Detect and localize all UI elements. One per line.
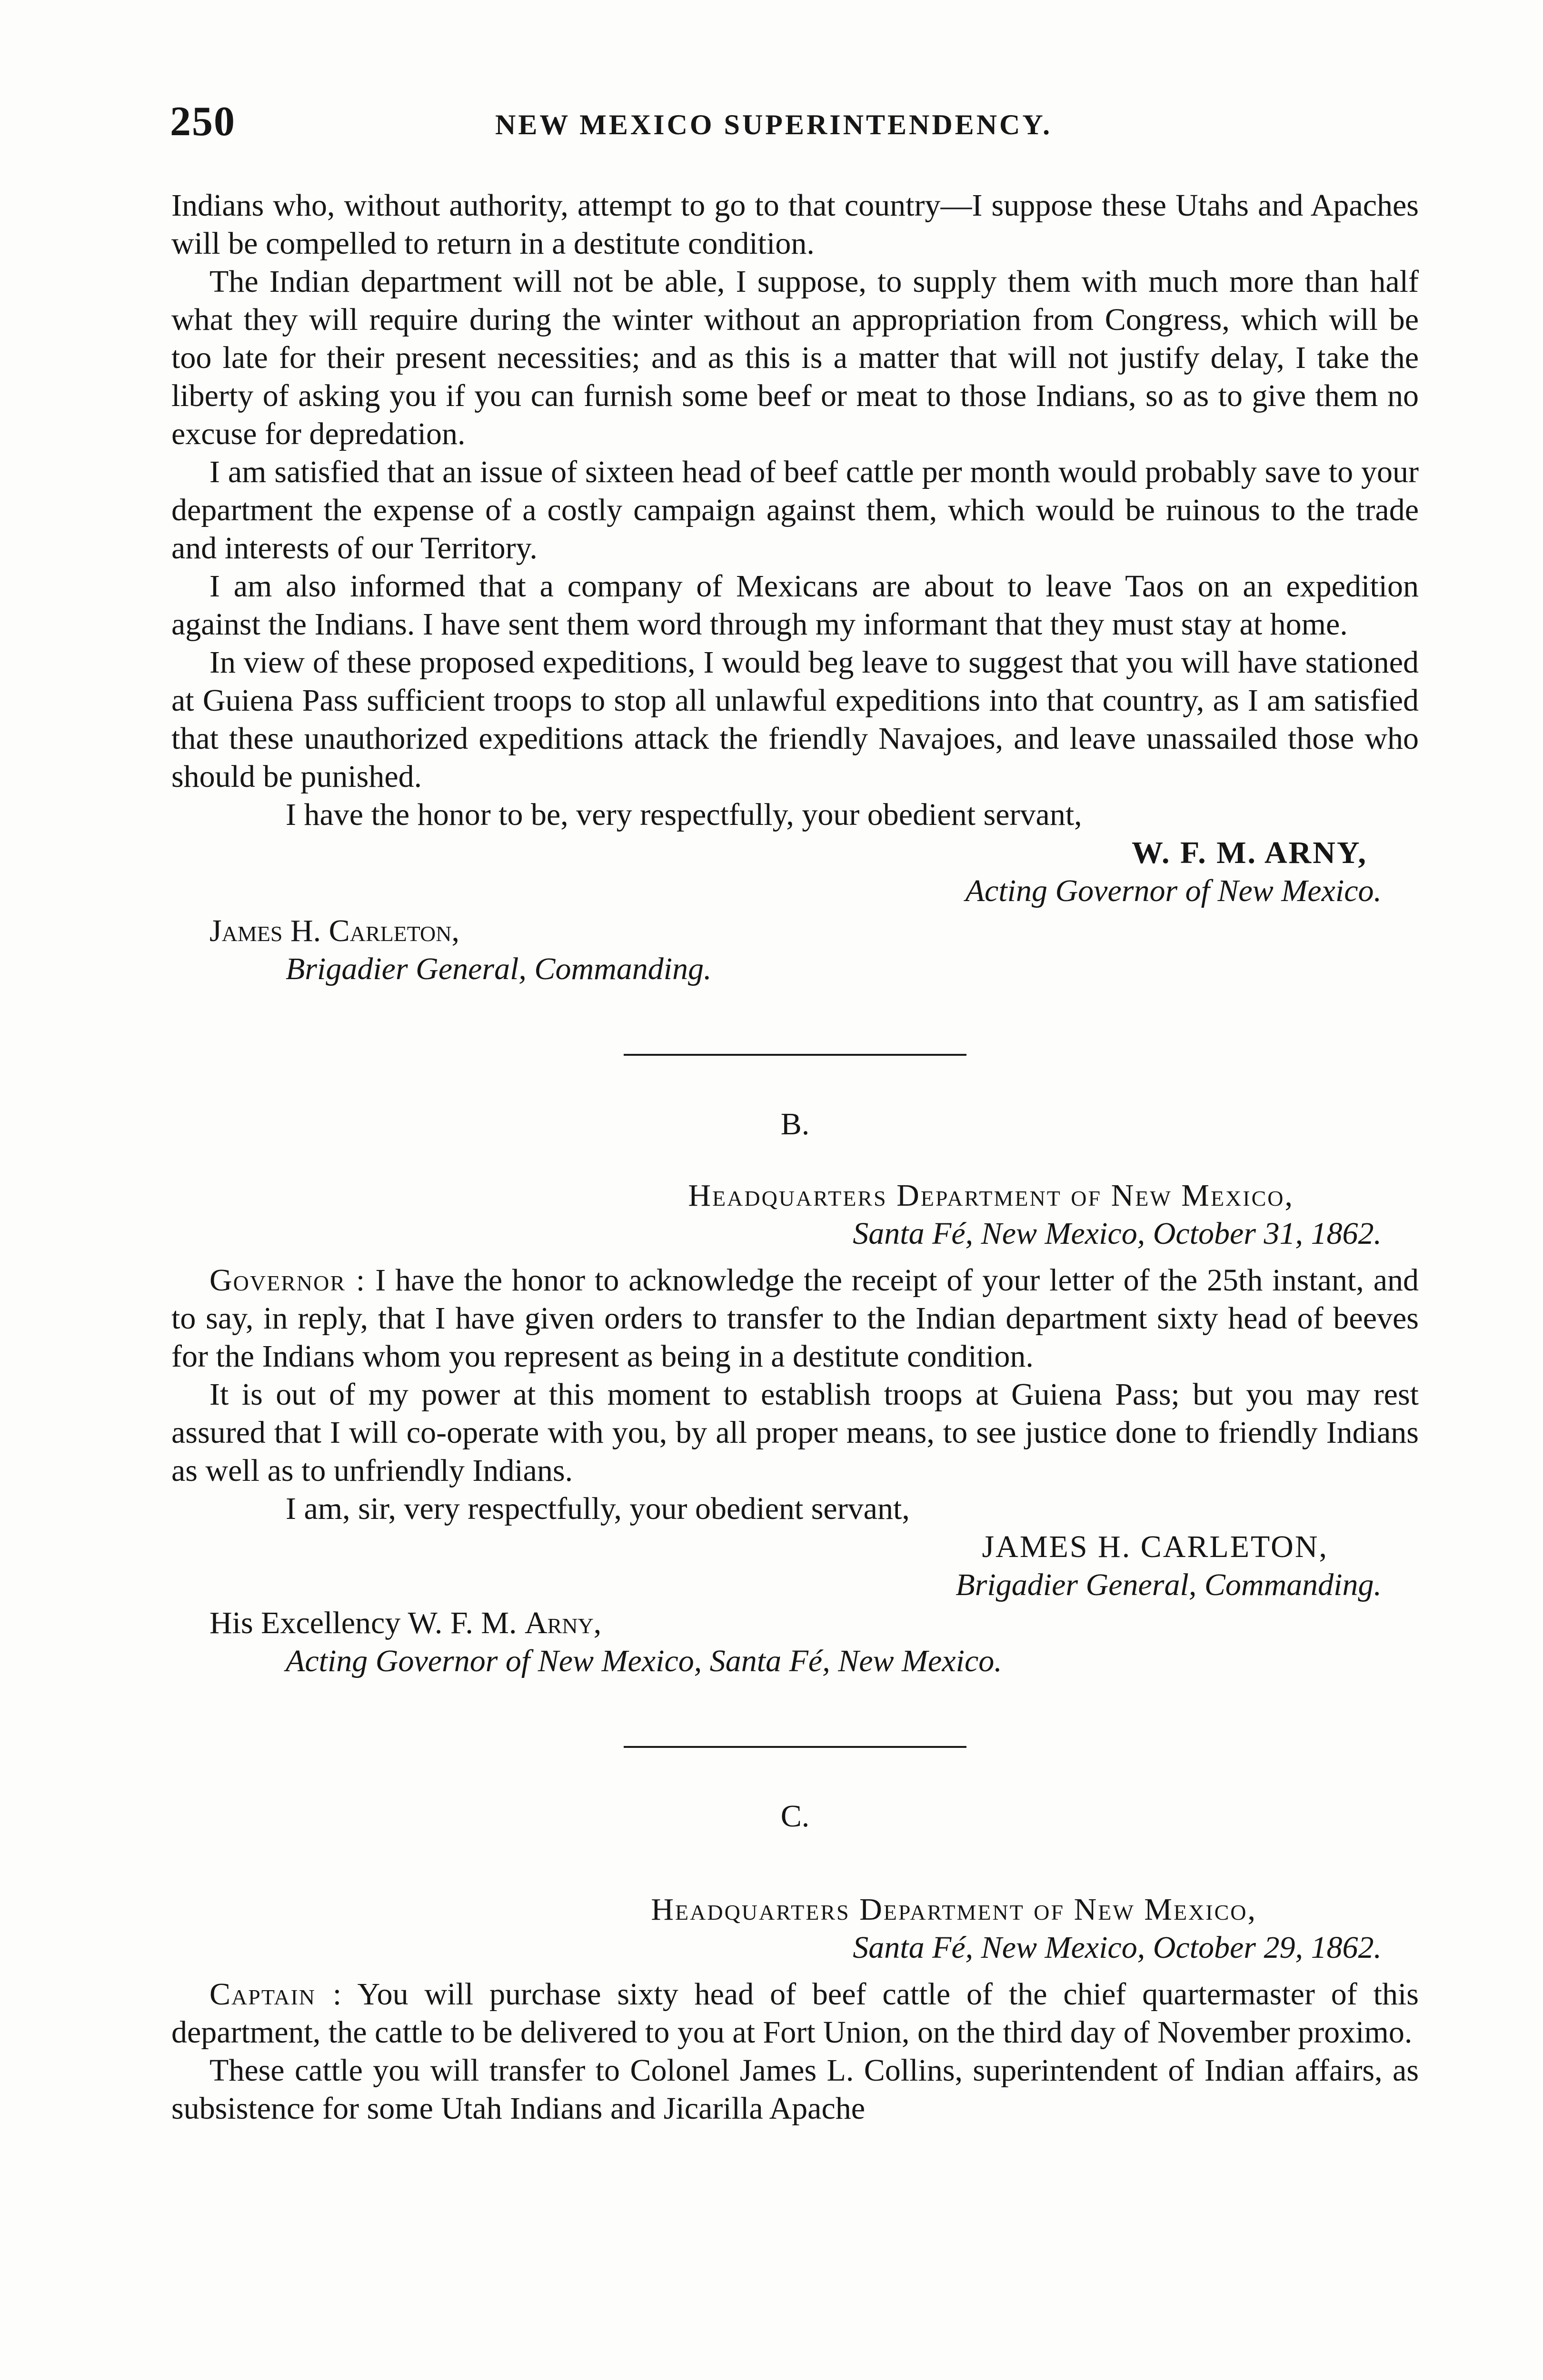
recipient-name (171, 1604, 1419, 1642)
dateline: Santa Fé, New Mexico, October 31, 1862. (853, 1216, 1382, 1251)
paragraph: In view of these proposed expeditions, I would beg leave to suggest that you will have stationed at Guiena Pass sufficient troops to stop all unlawful expeditions into that country, as I am satisfied that these unauthorized expeditions attack the friendly Navajoes, and leave unassailed those who should be punished. (171, 645, 1419, 794)
paragraph-text: You will purchase sixty head of beef cattle of the chief quartermaster of this department, the cattle to be delivered to you at Fort Union, on the third day of November proximo. (171, 1977, 1419, 2050)
closing: I am, sir, very respectfully, your obedient servant, (286, 1491, 910, 1526)
paragraph: I am satisfied that an issue of sixteen head of beef cattle per month would probably save to your department the expense of a costly campaign against them, which would be ruinous to the trade and interests of our Territory. (171, 455, 1419, 565)
paragraph: Indians who, without authority, attempt to go to that country—I suppose these Utahs and Apaches will be compelled to return in a destitute condition. (171, 188, 1419, 261)
paragraph: It is out of my power at this moment to establish troops at Guiena Pass; but you may rest assured that I will co-operate with you, by all proper means, to see justice done to friendly Indians as well as to unfriendly Indians. (171, 1377, 1419, 1488)
dateline: Santa Fé, New Mexico, October 29, 1862. (853, 1930, 1382, 1965)
addressee-title: Brigadier General, Commanding. (286, 952, 712, 986)
salutation: Captain : (209, 1977, 343, 2012)
section-divider (624, 1746, 966, 1748)
headquarters-line: Headquarters Department of New Mexico, (688, 1178, 1294, 1213)
paragraph (171, 1261, 1419, 1376)
letter-c (171, 1797, 1419, 2128)
recipient-surname: Arny, (525, 1606, 602, 1640)
signature-title: Brigadier General, Commanding. (956, 1567, 1382, 1602)
letter-a (171, 187, 1419, 988)
signature: W. F. M. ARNY, (1132, 835, 1367, 870)
recipient-title: Acting Governor of New Mexico, Santa Fé, New Mexico. (286, 1644, 1002, 1678)
body-text (171, 187, 1419, 2128)
paragraph: These cattle you will transfer to Colonel James L. Collins, superintendent of Indian affairs, as subsistence for some Utah Indians and Jicarilla Apache (171, 2053, 1419, 2126)
signature: JAMES H. CARLETON, (982, 1529, 1328, 1564)
salutation: Governor : (209, 1263, 366, 1298)
paragraph: I am also informed that a company of Mexicans are about to leave Taos on an expedition against the Indians. I have sent them word through my informant that they must stay at home. (171, 569, 1419, 642)
addressee-name: James H. Carleton, (209, 913, 459, 948)
paragraph (171, 1975, 1419, 2052)
paragraph-text: I have the honor to acknowledge the receipt of your letter of the 25th instant, and to say, in reply, that I have given orders to transfer to the Indian department sixty head of beeves for the Indians whom you represent as being in a destitute condition. (171, 1263, 1419, 1374)
section-divider (624, 1054, 966, 1056)
letter-b (171, 1105, 1419, 1680)
signature-title: Acting Governor of New Mexico. (965, 873, 1382, 908)
closing: I have the honor to be, very respectfully, your obedient servant, (286, 797, 1082, 832)
paragraph: The Indian department will not be able, I suppose, to supply them with much more than half what they will require during the winter without an appropriation from Congress, which will be too late for their present necessities; and as this is a matter that will not justify delay, I take the liberty of asking you if you can furnish some beef or meat to those Indians, so as to give them no excuse for depredation. (171, 264, 1419, 451)
page-number: 250 (170, 99, 236, 145)
running-head: NEW MEXICO SUPERINTENDENCY. (495, 109, 1053, 140)
section-letter: C. (780, 1799, 810, 1834)
headquarters-line: Headquarters Department of New Mexico, (651, 1892, 1257, 1927)
section-letter: B. (780, 1107, 810, 1141)
recipient-prefix: His Excellency W. F. M. (209, 1606, 517, 1640)
